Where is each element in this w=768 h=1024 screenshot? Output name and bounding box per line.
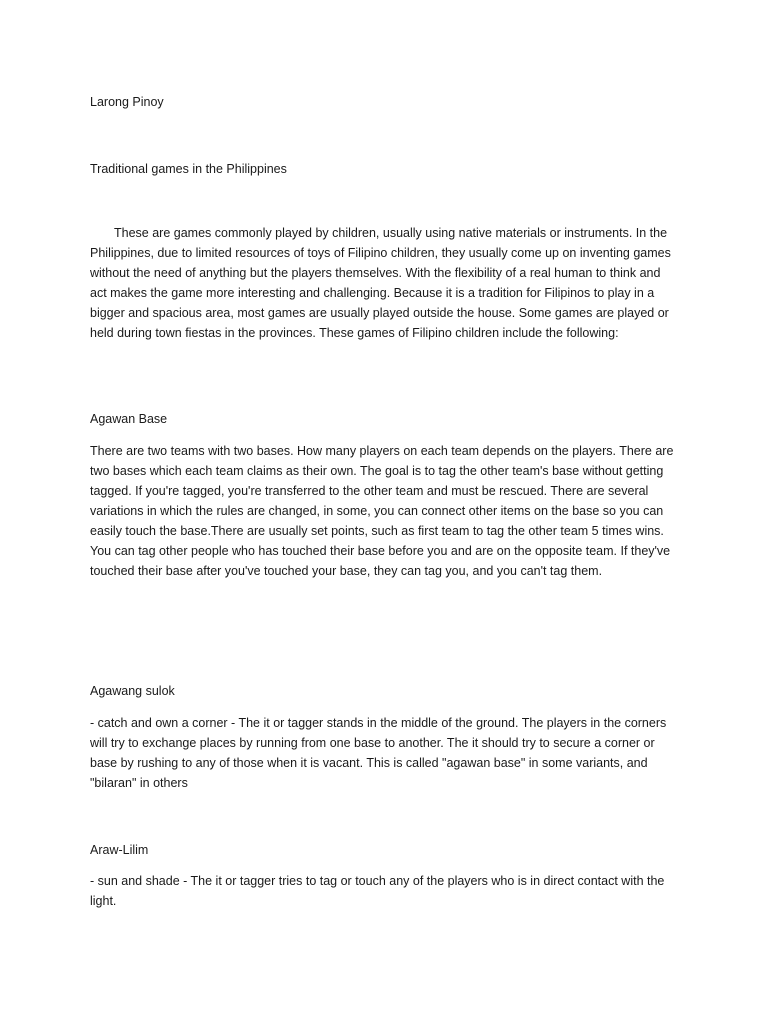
section-heading-araw-lilim: Araw-Lilim [90,843,149,857]
section-body-agawang-sulok: - catch and own a corner - The it or tagger stands in the middle of the ground. The players in the corners will try to exchange places by running from one base to another. The it should try to secure a corner or base by rushing to any of those when it is vacant. This is called "agawan base" in some variants, and "bilaran" in others [90,716,667,790]
section-heading-agawan-base: Agawan Base [90,412,168,426]
document-title: Larong Pinoy [90,95,164,109]
section-body-agawan-base: There are two teams with two bases. How many players on each team depends on the players. There are two bases which each team claims as their own. The goal is to tag the other team's base without getting tagged. If you're tagged, you're transferred to the other team and must be rescued. There are several variations in which the rules are changed, in some, you can connect other items on the base so you can easily touch the base.There are usually set points, such as first team to tag the other team 5 times wins. You can tag other people who has touched their base before you and are on the opposite team. If they've touched their base after you've touched your base, they can tag you, and you can't tag them. [90,444,674,578]
document-subtitle: Traditional games in the Philippines [90,162,287,176]
section-heading-agawang-sulok: Agawang sulok [90,684,175,698]
intro-paragraph: These are games commonly played by children, usually using native materials or instruments. In the Philippines, due to limited resources of toys of Filipino children, they usually come up on inventing games without the need of anything but the players themselves. With the flexibility of a real human to think and act makes the game more interesting and challenging. Because it is a tradition for Filipinos to play in a bigger and spacious area, most games are usually played outside the house. Some games are played or held during town fiestas in the provinces. These games of Filipino children include the following: [90,226,671,340]
section-body-araw-lilim: - sun and shade - The it or tagger tries to tag or touch any of the players who is in direct contact with the light. [90,874,665,908]
